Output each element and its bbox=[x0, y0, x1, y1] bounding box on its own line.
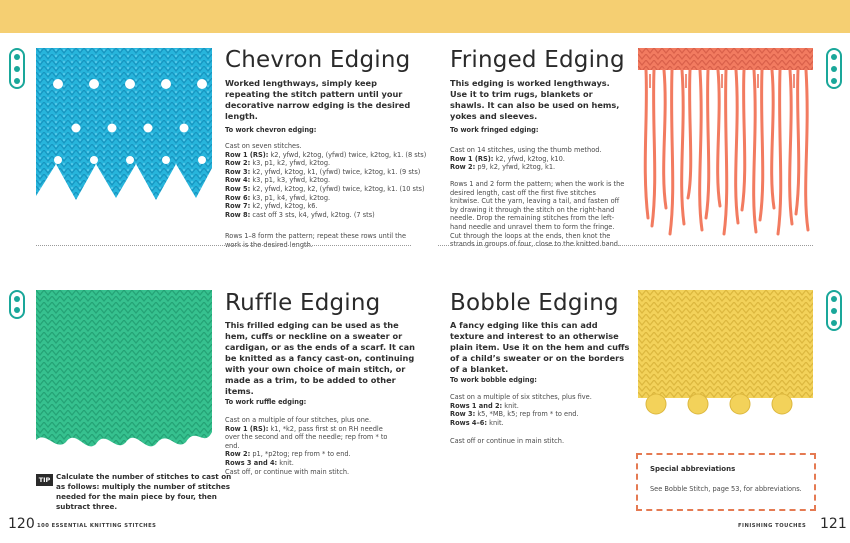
fringed-subhead: To work fringed edging: bbox=[450, 126, 539, 134]
bobble-row: Rows 4–6: knit. bbox=[450, 418, 504, 427]
abbreviations-text: See Bobble Stitch, page 53, for abbreviations. bbox=[650, 485, 802, 493]
ruffle-instructions bbox=[225, 416, 395, 468]
chevron-instructions bbox=[225, 142, 425, 219]
fringed-cast-on: Cast on 14 stitches, using the thumb method. bbox=[450, 146, 602, 154]
chevron-row: Row 2: k3, p1, k2, yfwd, k2tog. bbox=[225, 159, 331, 168]
chevron-row: Row 3: k2, yfwd, k2tog, k1, (yfwd) twice, k2tog, k1. (9 sts) bbox=[225, 167, 421, 176]
ruffle-row: Rows 3 and 4: knit. bbox=[225, 458, 294, 467]
fringed-title: Fringed Edging bbox=[450, 47, 625, 73]
ruffle-row: Row 2: p1, *p2tog; rep from * to end. bbox=[225, 450, 351, 459]
fringed-swatch-image bbox=[638, 48, 813, 238]
bobble-cast-on: Cast on a multiple of six stitches, plus five. bbox=[450, 393, 592, 401]
ruffle-swatch-image bbox=[36, 290, 212, 460]
bobble-instructions bbox=[450, 393, 630, 427]
bobble-row: Row 3: k5, *MB, k5; rep from * to end. bbox=[450, 410, 579, 419]
tip-text: Calculate the number of stitches to cast on as follows: multiply the number of stitches needed for the main piece by four, then subtract three. bbox=[56, 472, 232, 511]
chevron-row: Row 5: k2, yfwd, k2tog, k2, (yfwd) twice, k2tog, k1. (10 sts) bbox=[225, 184, 425, 193]
chevron-note: Rows 1–8 form the pattern; repeat these rows until the work is the desired length. bbox=[225, 232, 407, 249]
ruffle-intro: This frilled edging can be used as the hem, cuffs or neckline on a sweater or cardigan, or as the ends of a scarf. It can be knitted as a fancy cast-on, continuing with your own choice of main stitch, or made as a trim, to be added to other items. bbox=[225, 320, 415, 396]
bullets-icon bbox=[9, 290, 25, 319]
section-divider bbox=[438, 245, 813, 246]
bullets-icon bbox=[826, 48, 842, 89]
fringed-intro: This edging is worked lengthways. Use it to trim rugs, blankets or shawls. It can also be used on hems, yokes and sleeves. bbox=[450, 78, 620, 121]
chevron-row: Row 6: k3, p1, k4, yfwd, k2tog. bbox=[225, 193, 331, 202]
chevron-row: Row 7: k2, yfwd, k2tog, k6. bbox=[225, 202, 318, 211]
section-divider bbox=[36, 245, 411, 246]
ruffle-subhead: To work ruffle edging: bbox=[225, 398, 307, 406]
fringed-row: Row 1 (RS): k2, yfwd, k2tog, k10. bbox=[450, 154, 565, 163]
ruffle-cast-on: Cast on a multiple of four stitches, plus one. bbox=[225, 416, 372, 424]
chevron-intro: Worked lengthways, simply keep repeating the stitch pattern until your decorative narrow edging is the desired length. bbox=[225, 78, 411, 121]
chevron-row: Row 8: cast off 3 sts, k4, yfwd, k2tog. (7 sts) bbox=[225, 210, 375, 219]
bobble-subhead: To work bobble edging: bbox=[450, 376, 537, 384]
bullets-icon bbox=[826, 290, 842, 331]
bobble-intro: A fancy edging like this can add texture and interest to an otherwise plain item. Use it on the hem and cuffs of a child’s sweater or on the borders of a blanket. bbox=[450, 320, 630, 374]
top-banner bbox=[0, 0, 850, 33]
bullets-icon bbox=[9, 48, 25, 89]
tip-badge: TIP bbox=[36, 474, 53, 486]
chevron-cast-on: Cast on seven stitches. bbox=[225, 142, 302, 150]
fringed-instructions bbox=[450, 146, 630, 172]
fringed-row: Row 2: p9, k2, yfwd, k2tog, k1. bbox=[450, 163, 556, 172]
page-label-right: FINISHING TOUCHES bbox=[738, 523, 807, 529]
bobble-note: Cast off or continue in main stitch. bbox=[450, 437, 565, 445]
chevron-swatch-image bbox=[36, 48, 212, 222]
fringed-note: Rows 1 and 2 form the pattern; when the work is the desired length, cast off the first five stitches knitwise. Cut the yarn, leaving a tail, and fasten off by drawing it through the stitch on the right-hand needle. Drop the remaining stitches from the left-hand needle and unravel them to form the fringe. Cut through the loops at the ends, then knot the strands in groups of four, close to the knitted band. bbox=[450, 180, 625, 249]
abbreviations-title: Special abbreviations bbox=[650, 465, 736, 473]
chevron-title: Chevron Edging bbox=[225, 47, 411, 73]
bobble-row: Rows 1 and 2: knit. bbox=[450, 401, 519, 410]
bobble-title: Bobble Edging bbox=[450, 290, 619, 316]
ruffle-title: Ruffle Edging bbox=[225, 290, 381, 316]
chevron-subhead: To work chevron edging: bbox=[225, 126, 317, 134]
page-number-right: 121 bbox=[820, 516, 847, 532]
ruffle-note: Cast off, or continue with main stitch. bbox=[225, 468, 350, 476]
page-label-left: 100 ESSENTIAL KNITTING STITCHES bbox=[37, 523, 157, 529]
special-abbreviations-box bbox=[636, 453, 816, 511]
ruffle-row: Row 1 (RS): k1, *k2, pass first st on RH needle over the second and off the needle; rep from * to end. bbox=[225, 424, 388, 450]
bobble-swatch-image bbox=[638, 290, 813, 420]
page-number-left: 120 bbox=[8, 516, 35, 532]
chevron-row: Row 1 (RS): k2, yfwd, k2tog, (yfwd) twice, k2tog, k1. (8 sts) bbox=[225, 150, 427, 159]
chevron-row: Row 4: k3, p1, k3, yfwd, k2tog. bbox=[225, 176, 331, 185]
